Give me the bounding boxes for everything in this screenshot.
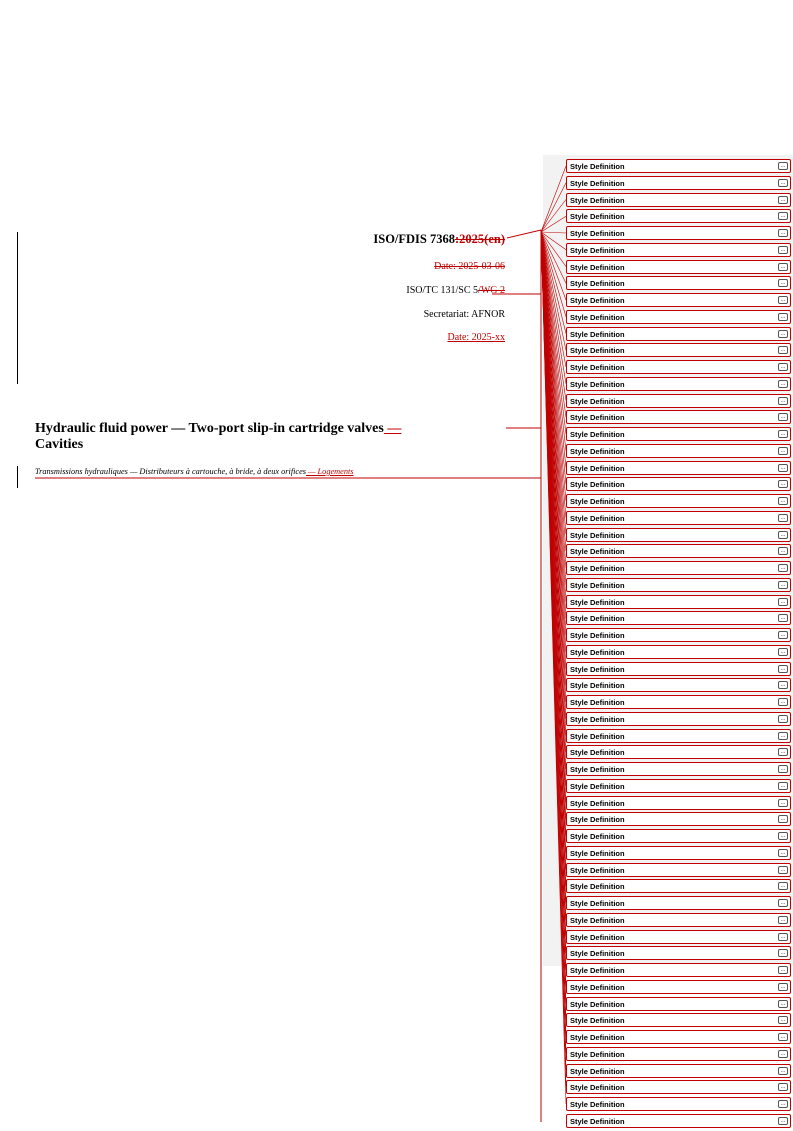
style-definition-balloon[interactable] bbox=[566, 528, 791, 542]
english-title-main: Hydraulic fluid power — Two-port slip-in cartridge valves bbox=[35, 421, 384, 436]
balloon-more-button[interactable]: ... bbox=[778, 430, 788, 438]
balloon-more-button[interactable]: ... bbox=[778, 866, 788, 874]
balloon-label: Style Definition bbox=[570, 932, 625, 942]
balloon-more-button[interactable]: ... bbox=[778, 547, 788, 555]
balloon-label: Style Definition bbox=[570, 647, 625, 657]
balloon-label: Style Definition bbox=[570, 379, 625, 389]
style-definition-balloon[interactable] bbox=[566, 260, 791, 274]
balloon-more-button[interactable]: ... bbox=[778, 815, 788, 823]
balloon-label: Style Definition bbox=[570, 1033, 625, 1042]
balloon-label: Style Definition bbox=[570, 748, 625, 758]
style-definition-balloon[interactable] bbox=[566, 846, 791, 860]
balloon-label: Style Definition bbox=[570, 1016, 625, 1026]
english-title-inserted-dash: — bbox=[383, 421, 402, 436]
style-definition-balloons bbox=[566, 159, 791, 1131]
balloon-more-button[interactable]: ... bbox=[778, 899, 788, 907]
style-definition-balloon[interactable] bbox=[566, 410, 791, 424]
style-definition-balloon[interactable] bbox=[566, 762, 791, 776]
balloon-more-button[interactable]: ... bbox=[778, 1000, 788, 1008]
style-definition-balloon[interactable] bbox=[566, 946, 791, 960]
balloon-more-button[interactable]: ... bbox=[778, 799, 788, 807]
balloon-more-button[interactable]: ... bbox=[778, 380, 788, 388]
style-definition-balloon[interactable] bbox=[566, 963, 791, 977]
style-definition-balloon[interactable] bbox=[566, 678, 791, 692]
balloon-label: Style Definition bbox=[570, 497, 625, 506]
balloon-label: Style Definition bbox=[570, 597, 625, 607]
deleted-working-group: /WG 2 bbox=[478, 285, 505, 296]
balloon-label: Style Definition bbox=[570, 212, 625, 222]
balloon-more-button[interactable]: ... bbox=[778, 614, 788, 622]
style-definition-balloon[interactable] bbox=[566, 377, 791, 391]
style-definition-balloon[interactable] bbox=[566, 980, 791, 994]
balloon-more-button[interactable]: ... bbox=[778, 279, 788, 287]
balloon-label: Style Definition bbox=[570, 195, 625, 205]
style-definition-balloon[interactable] bbox=[566, 461, 791, 475]
style-definition-balloon[interactable] bbox=[566, 1114, 791, 1128]
balloon-more-button[interactable]: ... bbox=[778, 464, 788, 472]
balloon-more-button[interactable]: ... bbox=[778, 748, 788, 756]
balloon-more-button[interactable]: ... bbox=[778, 363, 788, 371]
style-definition-balloon[interactable] bbox=[566, 394, 791, 408]
secretariat-label: Secretariat: bbox=[423, 309, 470, 320]
style-definition-balloon[interactable] bbox=[566, 712, 791, 726]
balloon-more-button[interactable]: ... bbox=[778, 832, 788, 840]
style-definition-balloon[interactable] bbox=[566, 360, 791, 374]
style-definition-balloon[interactable] bbox=[566, 276, 791, 290]
inserted-date bbox=[448, 332, 506, 343]
balloon-more-button[interactable]: ... bbox=[778, 1033, 788, 1041]
balloon-label: Style Definition bbox=[570, 312, 625, 322]
connector-std-id bbox=[507, 230, 541, 238]
balloon-label: Style Definition bbox=[570, 430, 625, 439]
balloon-label: Style Definition bbox=[570, 564, 625, 573]
standard-number: ISO/FDIS 7368 bbox=[373, 232, 455, 246]
style-definition-balloon[interactable] bbox=[566, 427, 791, 441]
balloon-more-button[interactable]: ... bbox=[778, 732, 788, 740]
french-title bbox=[35, 467, 354, 476]
style-definition-balloon[interactable] bbox=[566, 176, 791, 190]
balloon-label: Style Definition bbox=[570, 178, 625, 188]
style-definition-balloon[interactable] bbox=[566, 611, 791, 625]
balloon-more-button[interactable]: ... bbox=[778, 581, 788, 589]
style-definition-balloon[interactable] bbox=[566, 343, 791, 357]
style-definition-balloon[interactable] bbox=[566, 561, 791, 575]
balloon-label: Style Definition bbox=[570, 363, 625, 372]
balloon-more-button[interactable]: ... bbox=[778, 263, 788, 271]
balloon-label: Style Definition bbox=[570, 899, 625, 908]
balloon-more-button[interactable]: ... bbox=[778, 648, 788, 656]
secretariat bbox=[424, 309, 505, 320]
balloon-label: Style Definition bbox=[570, 731, 625, 741]
style-definition-balloon[interactable] bbox=[566, 913, 791, 927]
balloon-more-button[interactable]: ... bbox=[778, 1117, 788, 1125]
balloon-more-button[interactable]: ... bbox=[778, 1016, 788, 1024]
balloon-label: Style Definition bbox=[570, 949, 625, 959]
style-definition-balloon[interactable] bbox=[566, 1047, 791, 1061]
balloon-label: Style Definition bbox=[570, 714, 625, 724]
style-definition-balloon[interactable] bbox=[566, 930, 791, 944]
balloon-label: Style Definition bbox=[570, 865, 625, 875]
balloon-more-button[interactable]: ... bbox=[778, 413, 788, 421]
change-bar-header bbox=[17, 232, 18, 384]
balloon-label: Style Definition bbox=[570, 262, 625, 272]
style-definition-balloon[interactable] bbox=[566, 695, 791, 709]
balloon-more-button[interactable]: ... bbox=[778, 313, 788, 321]
balloon-more-button[interactable]: ... bbox=[778, 397, 788, 405]
balloon-more-button[interactable]: ... bbox=[778, 330, 788, 338]
style-definition-balloon[interactable] bbox=[566, 645, 791, 659]
style-definition-balloon[interactable] bbox=[566, 662, 791, 676]
change-bar-title bbox=[17, 466, 18, 488]
balloon-label: Style Definition bbox=[570, 413, 625, 423]
balloon-more-button[interactable]: ... bbox=[778, 1067, 788, 1075]
style-definition-balloon[interactable] bbox=[566, 997, 791, 1011]
balloon-more-button[interactable]: ... bbox=[778, 246, 788, 254]
english-title-subtitle: Cavities bbox=[35, 437, 84, 452]
style-definition-balloon[interactable] bbox=[566, 1080, 791, 1094]
style-definition-balloon[interactable] bbox=[566, 511, 791, 525]
balloon-more-button[interactable]: ... bbox=[778, 1050, 788, 1058]
balloon-more-button[interactable]: ... bbox=[778, 698, 788, 706]
deleted-date-text: Date: 2025-03-06 bbox=[434, 261, 505, 272]
standard-identifier bbox=[373, 232, 505, 247]
balloon-more-button[interactable]: ... bbox=[778, 949, 788, 957]
style-definition-balloon[interactable] bbox=[566, 796, 791, 810]
balloon-label: Style Definition bbox=[570, 1100, 625, 1109]
style-definition-balloon[interactable] bbox=[566, 628, 791, 642]
balloon-label: Style Definition bbox=[570, 279, 625, 289]
balloon-more-button[interactable]: ... bbox=[778, 882, 788, 890]
balloon-more-button[interactable]: ... bbox=[778, 162, 788, 170]
style-definition-balloon[interactable] bbox=[566, 863, 791, 877]
balloon-label: Style Definition bbox=[570, 848, 625, 858]
balloon-more-button[interactable]: ... bbox=[778, 346, 788, 354]
balloon-label: Style Definition bbox=[570, 882, 625, 892]
balloon-more-button[interactable]: ... bbox=[778, 447, 788, 455]
committee-reference bbox=[406, 285, 505, 296]
balloon-more-button[interactable]: ... bbox=[778, 631, 788, 639]
balloon-label: Style Definition bbox=[570, 1049, 625, 1059]
balloon-more-button[interactable]: ... bbox=[778, 715, 788, 723]
style-definition-balloon[interactable] bbox=[566, 193, 791, 207]
balloon-label: Style Definition bbox=[570, 781, 625, 791]
balloon-label: Style Definition bbox=[570, 463, 625, 473]
style-definition-balloon[interactable] bbox=[566, 745, 791, 759]
balloon-label: Style Definition bbox=[570, 614, 625, 624]
balloon-more-button[interactable]: ... bbox=[778, 480, 788, 488]
balloon-more-button[interactable]: ... bbox=[778, 782, 788, 790]
balloon-more-button[interactable]: ... bbox=[778, 665, 788, 673]
balloon-label: Style Definition bbox=[570, 999, 625, 1009]
balloon-more-button[interactable]: ... bbox=[778, 212, 788, 220]
deleted-date bbox=[434, 261, 505, 272]
balloon-label: Style Definition bbox=[570, 547, 625, 557]
balloon-label: Style Definition bbox=[570, 480, 625, 490]
balloon-more-button[interactable]: ... bbox=[778, 765, 788, 773]
balloon-label: Style Definition bbox=[570, 631, 625, 640]
style-definition-balloon[interactable] bbox=[566, 1064, 791, 1078]
style-definition-balloon[interactable] bbox=[566, 494, 791, 508]
english-title bbox=[35, 421, 480, 453]
balloon-more-button[interactable]: ... bbox=[778, 966, 788, 974]
style-definition-balloon[interactable] bbox=[566, 896, 791, 910]
balloon-label: Style Definition bbox=[570, 245, 625, 255]
style-definition-balloon[interactable] bbox=[566, 226, 791, 240]
style-definition-balloon[interactable] bbox=[566, 1097, 791, 1111]
balloon-more-button[interactable]: ... bbox=[778, 514, 788, 522]
balloon-label: Style Definition bbox=[570, 915, 625, 925]
style-definition-balloon[interactable] bbox=[566, 544, 791, 558]
balloon-more-button[interactable]: ... bbox=[778, 598, 788, 606]
french-title-main: Transmissions hydrauliques — Distributeurs à cartouche, à bride, à deux orifices bbox=[35, 467, 307, 476]
style-definition-balloon[interactable] bbox=[566, 310, 791, 324]
committee-text: ISO/TC 131/SC 5 bbox=[406, 285, 479, 296]
style-definition-balloon[interactable] bbox=[566, 293, 791, 307]
balloon-label: Style Definition bbox=[570, 798, 625, 808]
style-definition-balloon[interactable] bbox=[566, 779, 791, 793]
balloon-more-button[interactable]: ... bbox=[778, 196, 788, 204]
style-definition-balloon[interactable] bbox=[566, 327, 791, 341]
balloon-label: Style Definition bbox=[570, 832, 625, 841]
balloon-more-button[interactable]: ... bbox=[778, 564, 788, 572]
deleted-year-suffix: :2025(en) bbox=[455, 232, 505, 246]
balloon-label: Style Definition bbox=[570, 664, 625, 674]
balloon-label: Style Definition bbox=[570, 513, 625, 523]
balloon-more-button[interactable]: ... bbox=[778, 916, 788, 924]
style-definition-balloon[interactable] bbox=[566, 159, 791, 173]
balloon-more-button[interactable]: ... bbox=[778, 681, 788, 689]
balloon-more-button[interactable]: ... bbox=[778, 849, 788, 857]
balloon-label: Style Definition bbox=[570, 815, 625, 825]
style-definition-balloon[interactable] bbox=[566, 879, 791, 893]
style-definition-balloon[interactable] bbox=[566, 1013, 791, 1027]
balloon-more-button[interactable]: ... bbox=[778, 229, 788, 237]
style-definition-balloon[interactable] bbox=[566, 243, 791, 257]
balloon-more-button[interactable]: ... bbox=[778, 179, 788, 187]
balloon-more-button[interactable]: ... bbox=[778, 497, 788, 505]
balloon-label: Style Definition bbox=[570, 1083, 625, 1093]
balloon-more-button[interactable]: ... bbox=[778, 531, 788, 539]
balloon-label: Style Definition bbox=[570, 530, 625, 540]
style-definition-balloon[interactable] bbox=[566, 829, 791, 843]
balloon-label: Style Definition bbox=[570, 580, 625, 590]
balloon-label: Style Definition bbox=[570, 765, 625, 774]
french-title-inserted: — Logements bbox=[306, 467, 354, 476]
style-definition-balloon[interactable] bbox=[566, 578, 791, 592]
style-definition-balloon[interactable] bbox=[566, 209, 791, 223]
balloon-label: Style Definition bbox=[570, 296, 625, 305]
balloon-more-button[interactable]: ... bbox=[778, 1100, 788, 1108]
style-definition-balloon[interactable] bbox=[566, 595, 791, 609]
balloon-label: Style Definition bbox=[570, 982, 625, 992]
balloon-label: Style Definition bbox=[570, 1116, 625, 1126]
balloon-label: Style Definition bbox=[570, 681, 625, 691]
style-definition-balloon[interactable] bbox=[566, 477, 791, 491]
style-definition-balloon[interactable] bbox=[566, 729, 791, 743]
balloon-more-button[interactable]: ... bbox=[778, 983, 788, 991]
balloon-label: Style Definition bbox=[570, 1066, 625, 1076]
balloon-label: Style Definition bbox=[570, 329, 625, 339]
balloon-more-button[interactable]: ... bbox=[778, 296, 788, 304]
balloon-more-button[interactable]: ... bbox=[778, 1083, 788, 1091]
balloon-label: Style Definition bbox=[570, 698, 625, 707]
inserted-date-text: Date: 2025-xx bbox=[447, 332, 505, 343]
style-definition-balloon[interactable] bbox=[566, 444, 791, 458]
balloon-label: Style Definition bbox=[570, 396, 625, 406]
balloon-label: Style Definition bbox=[570, 162, 625, 171]
secretariat-value: AFNOR bbox=[471, 309, 505, 320]
balloon-more-button[interactable]: ... bbox=[778, 933, 788, 941]
balloon-label: Style Definition bbox=[570, 346, 625, 356]
balloon-label: Style Definition bbox=[570, 446, 625, 456]
style-definition-balloon[interactable] bbox=[566, 1030, 791, 1044]
balloon-label: Style Definition bbox=[570, 966, 625, 975]
style-definition-balloon[interactable] bbox=[566, 812, 791, 826]
balloon-label: Style Definition bbox=[570, 229, 625, 238]
